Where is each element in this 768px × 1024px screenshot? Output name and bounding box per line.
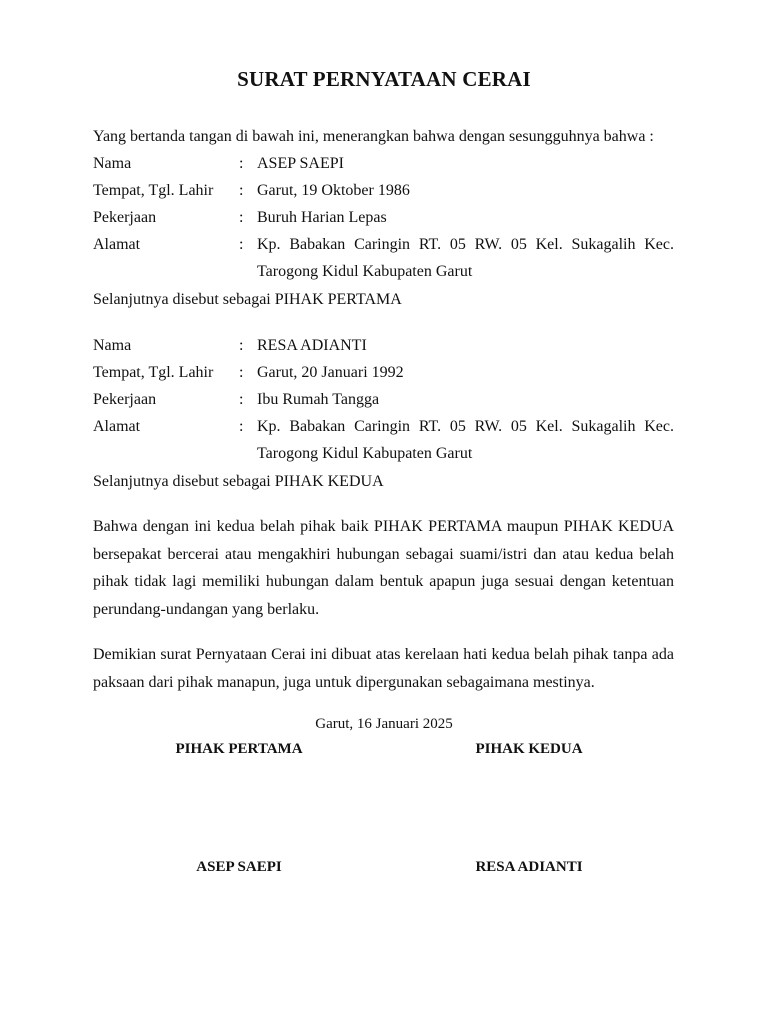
party1-designation: Selanjutnya disebut sebagai PIHAK PERTAMA: [93, 291, 402, 308]
intro-text: Yang bertanda tangan di bawah ini, menerangkan bahwa dengan sesungguhnya bahwa :: [93, 128, 654, 145]
party2-designation: Selanjutnya disebut sebagai PIHAK KEDUA: [93, 473, 384, 490]
field-label: Nama: [93, 155, 132, 172]
closing-paragraph: Demikian surat Pernyataan Cerai ini dibuat atas kerelaan hati kedua belah pihak tanpa ada paksaan dari pihak manapun, juga untuk dipergunakan sebagaimana mestinya.: [93, 646, 674, 691]
field-value: Kp. Babakan Caringin RT. 05 RW. 05 Kel. Sukagalih Kec. Tarogong Kidul Kabupaten Garut: [257, 418, 674, 462]
document-title: SURAT PERNYATAAN CERAI: [237, 67, 531, 91]
field-value: Kp. Babakan Caringin RT. 05 RW. 05 Kel. Sukagalih Kec. Tarogong Kidul Kabupaten Garut: [257, 236, 674, 280]
body-paragraph: Bahwa dengan ini kedua belah pihak baik PIHAK PERTAMA maupun PIHAK KEDUA bersepakat bercerai atau mengakhiri hubungan sebagai suami/istri dan atau kedua belah pihak tidak lagi memiliki hubungan dalam bentuk apapun juga sesuai dengan ketentuan perundang-undangan yang berlaku.: [93, 518, 674, 618]
field-separator: :: [239, 155, 244, 172]
field-separator: :: [239, 418, 244, 435]
field-value: Buruh Harian Lepas: [257, 209, 387, 226]
place-date: Garut, 16 Januari 2025: [315, 716, 453, 732]
field-separator: :: [239, 364, 244, 381]
field-value: Garut, 20 Januari 1992: [257, 364, 404, 381]
signature-right-name: RESA ADIANTI: [475, 859, 583, 875]
signature-right-title: PIHAK KEDUA: [475, 741, 583, 757]
field-separator: :: [239, 391, 244, 408]
field-separator: :: [239, 182, 244, 199]
field-separator: :: [239, 209, 244, 226]
field-label: Alamat: [93, 236, 141, 253]
field-separator: :: [239, 236, 244, 253]
field-label: Tempat, Tgl. Lahir: [93, 364, 214, 381]
field-value: RESA ADIANTI: [257, 337, 367, 354]
field-value: Ibu Rumah Tangga: [257, 391, 380, 408]
field-value: Garut, 19 Oktober 1986: [257, 182, 410, 199]
field-label: Pekerjaan: [93, 209, 157, 226]
field-label: Pekerjaan: [93, 391, 157, 408]
field-label: Tempat, Tgl. Lahir: [93, 182, 214, 199]
signature-left-name: ASEP SAEPI: [196, 859, 282, 875]
field-label: Nama: [93, 337, 132, 354]
field-value: ASEP SAEPI: [257, 155, 344, 172]
field-separator: :: [239, 337, 244, 354]
field-label: Alamat: [93, 418, 141, 435]
signature-left-title: PIHAK PERTAMA: [175, 741, 303, 757]
